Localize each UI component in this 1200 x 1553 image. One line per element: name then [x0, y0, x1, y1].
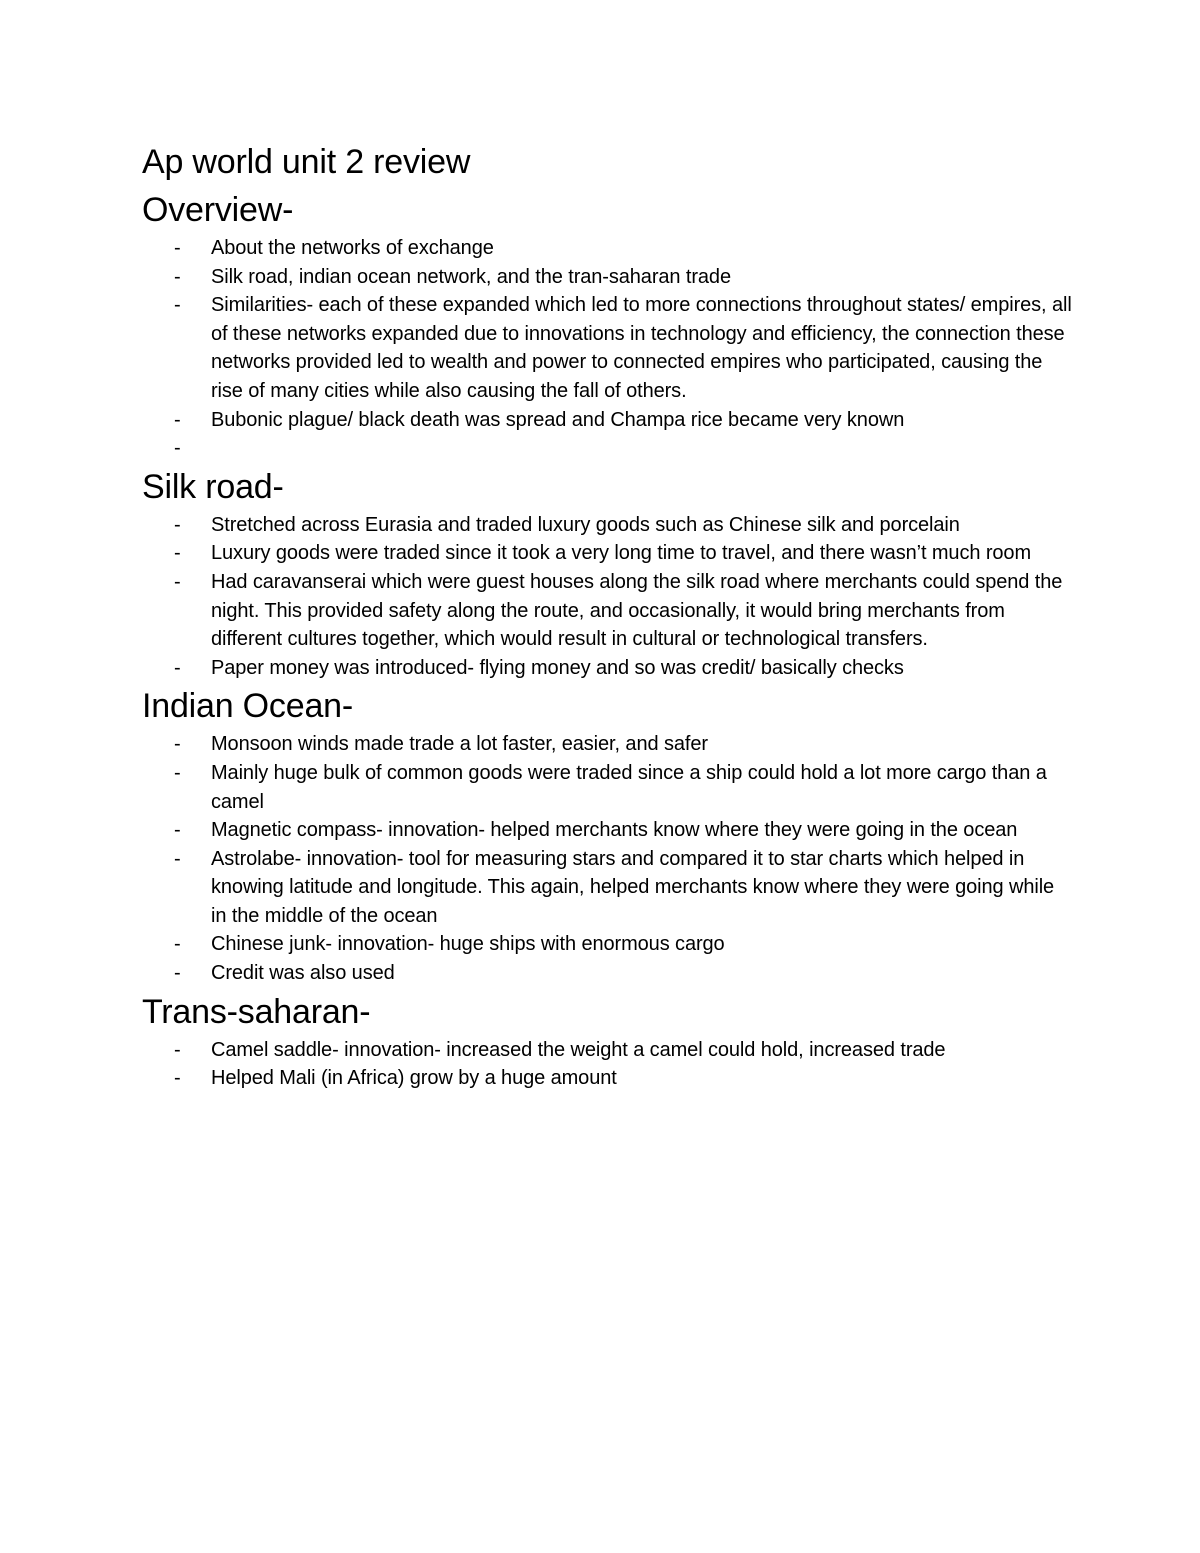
list-item [142, 759, 1072, 816]
list-item-text: About the networks of exchange [211, 237, 494, 259]
section-silk-road [142, 463, 1072, 683]
list-item-text: Mainly huge bulk of common goods were traded since a ship could hold a lot more cargo than a camel [211, 761, 1047, 813]
list-item-text: Astrolabe- innovation- tool for measuring stars and compared it to star charts which helped in knowing latitude and longitude. This again, helped merchants know where they were going while in the middle of the ocean [211, 847, 1055, 927]
list-item-text: Silk road, indian ocean network, and the tran-saharan trade [211, 265, 731, 288]
list-item-empty [142, 434, 1072, 463]
section-heading: Trans-saharan- [142, 992, 371, 1031]
bullet-dash: - [174, 265, 181, 288]
section-indian-ocean [142, 682, 1072, 987]
bullet-dash: - [174, 542, 181, 565]
list-item [142, 930, 1072, 959]
section-heading: Indian Ocean- [142, 687, 353, 726]
list-item [142, 539, 1072, 568]
list-item [142, 959, 1072, 988]
bullet-list [142, 511, 1072, 683]
list-item [142, 654, 1072, 683]
list-item-text: Camel saddle- innovation- increased the weight a camel could hold, increased trade [211, 1038, 946, 1061]
list-item-text: Stretched across Eurasia and traded luxury goods such as Chinese silk and porcelain [211, 513, 960, 536]
list-item [142, 730, 1072, 759]
bullet-dash: - [174, 1067, 181, 1090]
list-item-text: Similarities- each of these expanded which led to more connections throughout states/ empires, all of these networks expanded due to innovations in technology and efficiency, the connection these networks provided led to wealth and power to connected empires who participated, causing the rise of many cities while also causing the fall of others. [211, 294, 1072, 402]
list-item [142, 406, 1072, 435]
bullet-dash: - [174, 847, 181, 870]
bullet-list [142, 1036, 1072, 1093]
document-page [142, 138, 1072, 1093]
bullet-dash: - [174, 733, 181, 756]
bullet-dash: - [174, 761, 181, 784]
bullet-dash: - [174, 437, 181, 460]
list-item [142, 1036, 1072, 1065]
section-heading: Silk road- [142, 467, 284, 506]
list-item-text: Chinese junk- innovation- huge ships with enormous cargo [211, 933, 725, 956]
bullet-list [142, 730, 1072, 987]
list-item-text: Luxury goods were traded since it took a very long time to travel, and there wasn’t much room [211, 542, 1031, 565]
list-item [142, 845, 1072, 931]
bullet-dash: - [174, 933, 181, 956]
section-trans-saharan [142, 988, 1072, 1093]
list-item-text: Had caravanserai which were guest houses along the silk road where merchants could spend the night. This provided safety along the route, and occasionally, it would bring merchants from different cultures together, which would result in cultural or technological transfers. [211, 570, 1063, 651]
bullet-dash: - [174, 819, 181, 842]
bullet-dash: - [174, 294, 181, 317]
bullet-dash: - [174, 513, 181, 536]
bullet-dash: - [174, 408, 181, 431]
list-item [142, 568, 1072, 654]
list-item [142, 511, 1072, 540]
bullet-dash: - [174, 962, 181, 985]
bullet-dash: - [174, 1038, 181, 1061]
list-item-text: Paper money was introduced- flying money and so was credit/ basically checks [211, 656, 904, 679]
list-item-text: Magnetic compass- innovation- helped merchants know where they were going in the ocean [211, 819, 1018, 842]
list-item [142, 816, 1072, 845]
list-item [142, 234, 1072, 263]
list-item [142, 1064, 1072, 1093]
bullet-dash: - [174, 237, 181, 259]
list-item-text: Credit was also used [211, 962, 395, 985]
list-item-text: Bubonic plague/ black death was spread and Champa rice became very known [211, 408, 905, 431]
list-item-text: Helped Mali (in Africa) grow by a huge amount [211, 1067, 617, 1090]
list-item [142, 263, 1072, 292]
bullet-dash: - [174, 656, 181, 679]
list-item-text: Monsoon winds made trade a lot faster, easier, and safer [211, 733, 708, 756]
bullet-list [142, 234, 1072, 463]
bullet-dash: - [174, 570, 181, 593]
section-overview [142, 186, 1072, 463]
list-item [142, 291, 1072, 405]
document-title: Ap world unit 2 review [142, 143, 471, 181]
section-heading: Overview- [142, 191, 294, 229]
